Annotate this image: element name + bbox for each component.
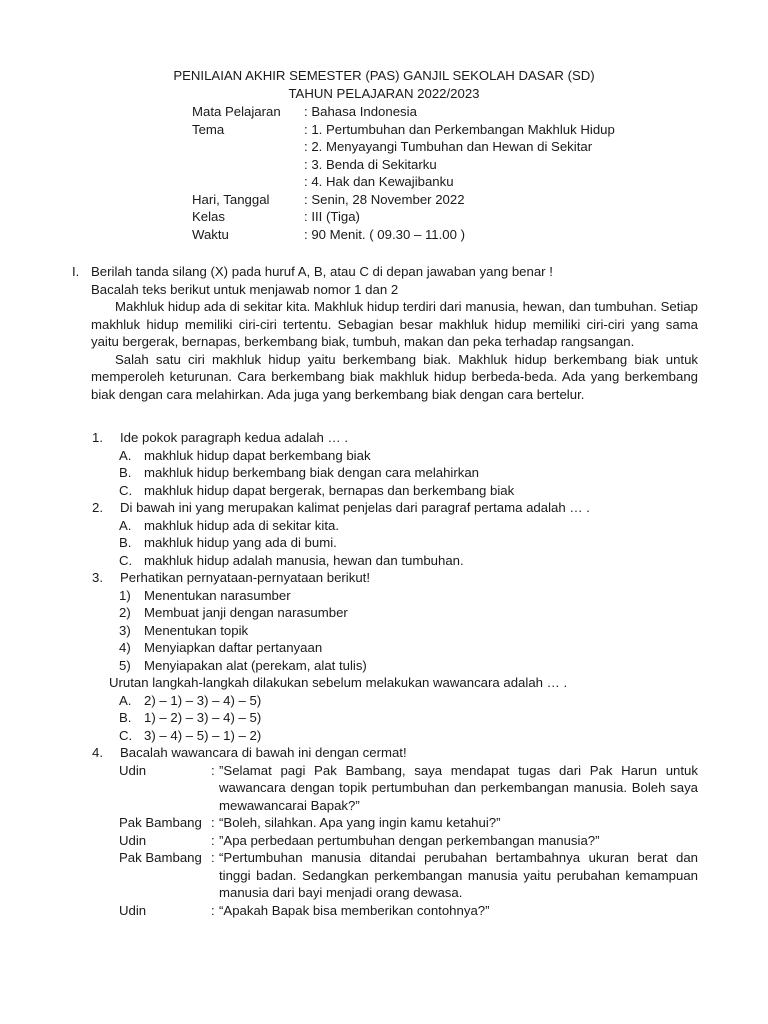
statement-number: 5) (119, 657, 131, 673)
meta-label: Kelas (192, 209, 225, 224)
question-4 (72, 744, 698, 762)
speaker-name: Udin (119, 832, 147, 848)
meta-label: Hari, Tanggal (192, 191, 270, 207)
option-text: 3) – 4) – 5) – 1) – 2) (144, 727, 262, 743)
answer-option[interactable] (72, 727, 698, 745)
meta-value: : 3. Benda di Sekitarku (304, 156, 437, 172)
meta-row (192, 226, 615, 244)
dialogue-line: Udin : “Apakah Bapak bisa memberikan contohnya?” (72, 902, 698, 920)
question-number: 1. (92, 430, 103, 445)
option-text: 2) – 1) – 3) – 4) – 5) (144, 692, 262, 708)
meta-row (192, 173, 615, 191)
answer-option[interactable] (72, 692, 698, 710)
paragraph-text: Makhluk hidup ada di sekitar kita. Makhluk hidup terdiri dari manusia, hewan, dan tumbuhan. Setiap makhluk hidup memiliki ciri-ciri tertentu. Sebagian besar makhluk hidup memiliki ciri-ciri yang sama yaitu bergerak, bernapas, berkembang biak, tumbuh, makan dan peka terhadap rangsangan. (91, 299, 698, 349)
option-text: makhluk hidup yang ada di bumi. (144, 535, 337, 550)
dialogue-line: Pak Bambang : “Boleh, silahkan. Apa yang ingin kamu ketahui?” (72, 814, 698, 832)
meta-label (192, 138, 304, 156)
meta-value: : 90 Menit. ( 09.30 – 11.00 ) (304, 226, 466, 242)
question-3 (72, 569, 698, 587)
paragraph-text: Salah satu ciri makhluk hidup yaitu berkembang biak. Makhluk hidup berkembang biak untuk memperoleh keturunan. Cara berkembang biak makhluk hidup berbeda-beda. Ada yang berkembang biak dengan cara melahirkan. Ada juga yang berkembang biak dengan cara bertelur. (91, 351, 698, 402)
option-letter: C. (119, 727, 133, 743)
statement-text: Membuat janji dengan narasumber (144, 605, 348, 620)
option-text: makhluk hidup dapat bergerak, bernapas dan berkembang biak (144, 482, 515, 498)
meta-row (192, 156, 615, 174)
question-number: 4. (92, 745, 103, 760)
meta-label: Mata Pelajaran (192, 104, 281, 119)
dialogue-text: “Boleh, silahkan. Apa yang ingin kamu ketahui?” (219, 815, 501, 830)
statement-item (72, 604, 698, 622)
option-letter: A. (119, 692, 132, 708)
meta-label (192, 156, 304, 174)
speaker-name: Pak Bambang (119, 815, 202, 830)
option-text: makhluk hidup ada di sekitar kita. (144, 517, 339, 533)
meta-label (192, 173, 304, 191)
statement-item (72, 587, 698, 605)
statement-item (72, 622, 698, 640)
option-text: makhluk hidup adalah manusia, hewan dan tumbuhan. (144, 552, 464, 568)
answer-option[interactable] (72, 464, 698, 482)
meta-row (192, 208, 615, 226)
section-instruction: Berilah tanda silang (X) pada huruf A, B, atau C di depan jawaban yang benar ! (91, 264, 553, 279)
question-text: Perhatikan pernyataan-pernyataan berikut! (120, 570, 370, 585)
speaker-name: Pak Bambang (119, 850, 202, 865)
meta-row (192, 138, 615, 156)
question-text: Ide pokok paragraph kedua adalah … . (120, 430, 349, 445)
meta-row (192, 121, 615, 139)
statement-number: 2) (119, 605, 131, 620)
speaker-name: Udin (119, 762, 147, 778)
meta-value: : Bahasa Indonesia (304, 104, 417, 119)
question-text: Bacalah wawancara di bawah ini dengan cermat! (120, 745, 407, 760)
section-heading (72, 263, 698, 281)
question-1 (72, 429, 698, 447)
speaker-name: Udin (119, 902, 147, 918)
meta-value: : 2. Menyayangi Tumbuhan dan Hewan di Sekitar (304, 139, 593, 154)
dialogue-text: “Pertumbuhan manusia ditandai perubahan bertambahnya ukuran berat dan tinggi badan. Sedangkan perkembangan manusia yaitu perubahan kemampuan manusia dari bayi menjadi orang dewasa. (219, 850, 698, 900)
meta-row (192, 103, 615, 121)
question-number: 3. (92, 570, 103, 585)
answer-option[interactable] (72, 517, 698, 535)
statement-number: 4) (119, 640, 131, 655)
reading-intro: Bacalah teks berikut untuk menjawab nomor 1 dan 2 (91, 281, 399, 297)
statement-text: Menentukan narasumber (144, 587, 291, 603)
meta-value: : Senin, 28 November 2022 (304, 191, 465, 207)
exam-info (192, 103, 615, 243)
meta-row (192, 191, 615, 209)
answer-option[interactable] (72, 482, 698, 500)
question-prompt: Urutan langkah-langkah dilakukan sebelum melakukan wawancara adalah … . (109, 675, 568, 690)
question-2 (72, 499, 698, 517)
answer-option[interactable] (72, 447, 698, 465)
meta-label: Tema (192, 121, 225, 137)
exam-title: PENILAIAN AKHIR SEMESTER (PAS) GANJIL SEKOLAH DASAR (SD) (173, 68, 595, 83)
option-letter: C. (119, 482, 133, 498)
option-letter: B. (119, 710, 132, 725)
option-letter: A. (119, 517, 132, 533)
dialogue-text: ”Apa perbedaan pertumbuhan dengan perkembangan manusia?” (219, 832, 600, 848)
dialogue-text: ”Selamat pagi Pak Bambang, saya mendapat tugas dari Pak Harun untuk wawancara dengan topik pertumbuhan dan perkembangan manusia. Boleh saya mewawancarai Bapak?” (219, 762, 698, 813)
statement-number: 1) (119, 587, 131, 603)
statement-number: 3) (119, 622, 131, 638)
question-text: Di bawah ini yang merupakan kalimat penjelas dari paragraf pertama adalah … . (120, 500, 590, 515)
answer-option[interactable] (72, 709, 698, 727)
statement-text: Menyiapkan daftar pertanyaan (144, 640, 323, 655)
section-multiple-choice (72, 263, 698, 919)
meta-label: Waktu (192, 226, 229, 242)
option-text: makhluk hidup berkembang biak dengan cara melahirkan (144, 465, 480, 480)
statement-item (72, 657, 698, 675)
option-letter: B. (119, 535, 132, 550)
dialogue-line: Udin : ”Selamat pagi Pak Bambang, saya mendapat tugas dari Pak Harun untuk wawancara dengan topik pertumbuhan dan perkembangan manusia. Boleh saya mewawancarai Bapak?” (119, 762, 698, 813)
section-number: I. (72, 264, 80, 279)
meta-value: : 4. Hak dan Kewajibanku (304, 174, 454, 189)
statement-text: Menentukan topik (144, 622, 249, 638)
answer-option[interactable] (72, 534, 698, 552)
dialogue-line: Udin : ”Apa perbedaan pertumbuhan dengan perkembangan manusia?” (72, 832, 698, 850)
statement-item (72, 639, 698, 657)
dialogue-text: “Apakah Bapak bisa memberikan contohnya?” (219, 902, 490, 918)
meta-value: : III (Tiga) (304, 209, 360, 224)
dialogue-line: Pak Bambang : “Pertumbuhan manusia ditandai perubahan bertambahnya ukuran berat dan tinggi badan. Sedangkan perkembangan manusia yaitu perubahan kemampuan manusia dari bayi menjadi orang dewasa. (119, 850, 698, 900)
reading-paragraph-1 (72, 298, 698, 351)
option-text: makhluk hidup dapat berkembang biak (144, 447, 371, 463)
option-text: 1) – 2) – 3) – 4) – 5) (144, 710, 262, 725)
meta-value: : 1. Pertumbuhan dan Perkembangan Makhluk Hidup (304, 121, 615, 137)
academic-year: TAHUN PELAJARAN 2022/2023 (288, 86, 480, 101)
option-letter: A. (119, 447, 132, 463)
reading-paragraph-2 (72, 351, 698, 404)
question-number: 2. (92, 500, 103, 515)
answer-option[interactable] (72, 552, 698, 570)
statement-text: Menyiapakan alat (perekam, alat tulis) (144, 657, 367, 673)
option-letter: C. (119, 552, 133, 568)
option-letter: B. (119, 465, 132, 480)
